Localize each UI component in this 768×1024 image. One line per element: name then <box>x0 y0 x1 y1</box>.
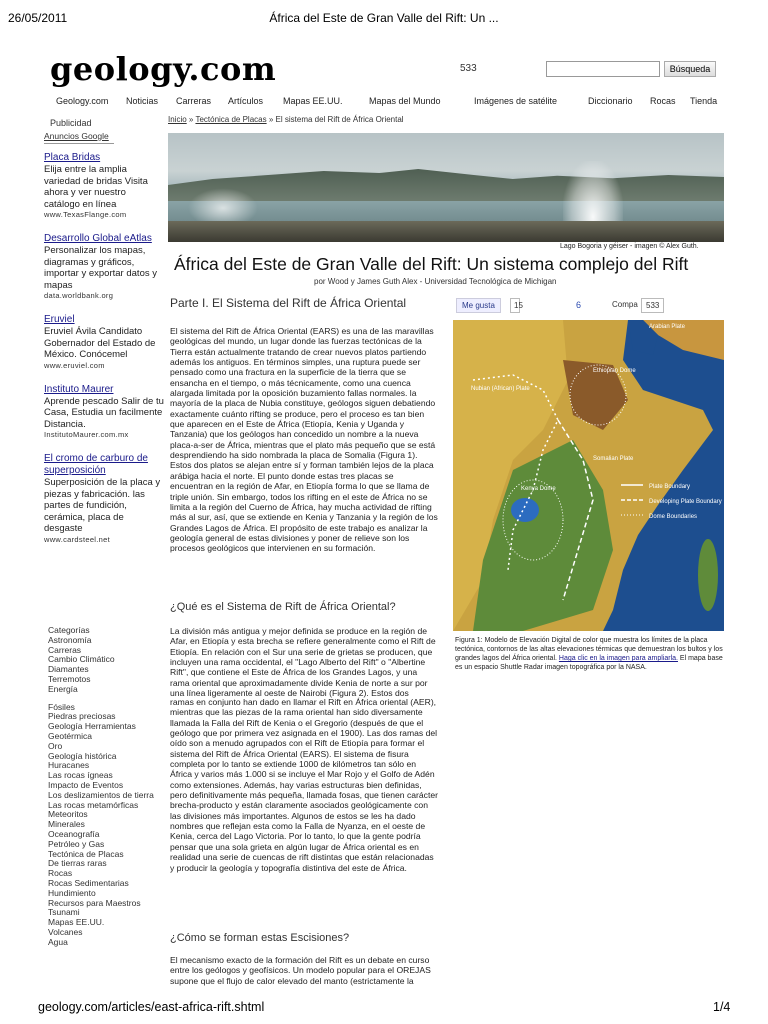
category-link[interactable]: Carreras <box>48 644 82 655</box>
category-link[interactable]: Los deslizamientos de tierra <box>48 789 154 800</box>
category-link[interactable]: Minerales <box>48 819 85 830</box>
categories-title: Categorías <box>48 625 90 635</box>
ad-text: Superposición de la placa y piezas y fabricación. las partes de fundición, cerámica, placa de desgaste <box>44 477 161 534</box>
print-date: 26/05/2011 <box>8 11 68 25</box>
nav-item-store[interactable]: Tienda <box>690 96 718 106</box>
hero-photo <box>168 133 724 242</box>
nav-item-news[interactable]: Noticias <box>126 96 159 106</box>
publicidad-label: Publicidad <box>50 118 92 128</box>
ad-url[interactable]: InstitutoMaurer.com.mx <box>44 430 129 439</box>
map-madagascar <box>698 539 718 611</box>
search-input[interactable] <box>546 61 660 77</box>
category-link[interactable]: Oro <box>48 740 63 751</box>
label-kenya-dome: Kenya Dome <box>521 486 556 492</box>
ad-text: Personalizar los mapas, diagramas y gráficos, importar y exportar datos y mapas <box>44 245 157 291</box>
subheading-1: ¿Qué es el Sistema de Rift de África Oriental? <box>170 601 396 613</box>
category-link[interactable]: Meteoritos <box>48 809 88 820</box>
ad-item[interactable] <box>44 152 164 219</box>
category-link[interactable]: Mapas EE.UU. <box>48 917 105 928</box>
breadcrumb-home[interactable]: Inicio <box>168 115 187 124</box>
legend-developing-boundary: Developing Plate Boundary <box>649 499 722 505</box>
paragraph-2: La división más antigua y mejor definida se produce en la región de Afar, en Etiopía y esta brecha se refiere generalmente como el Rift de Etiopía. En relación con el Sur una serie de grietas se producen, que incluyen una rama occidental, el "Lago Alberto del Rift" o "Albertine Rift", que contiene el Este de África de los Grandes Lagos, y una rama oriental que aproximadamente divide Kenia de norte a sur por una línea ligeramente al oeste de Nairobi (Figura 2). Estos dos <box>170 626 436 699</box>
category-link[interactable]: Energía <box>48 683 78 694</box>
map-caption-tail: El mapa base es un espacio Shuttle Radar imagen topográfica por la NASA. <box>455 655 723 671</box>
ad-text: Elija entre la amplia variedad de bridas Visita ahora y ver nuestro catálogo en línea <box>44 164 148 210</box>
category-link[interactable]: Agua <box>48 936 68 947</box>
breadcrumb-sep: » <box>268 115 274 124</box>
social-bar <box>456 298 726 316</box>
category-link[interactable]: Tsunami <box>48 907 80 918</box>
category-link[interactable]: Rocas <box>48 868 73 879</box>
ad-title[interactable]: Eruviel <box>44 314 75 325</box>
category-link[interactable]: Oceanografía <box>48 828 100 839</box>
nav-item-geology[interactable]: Geology.com <box>56 96 109 106</box>
breadcrumb <box>168 115 404 124</box>
category-link[interactable]: Cambio Climático <box>48 654 115 665</box>
nav-item-rocks[interactable]: Rocas <box>650 96 676 106</box>
nav-item-us-maps[interactable]: Mapas EE.UU. <box>283 96 343 106</box>
category-link[interactable]: Rocas Sedimentarias <box>48 877 129 888</box>
category-link[interactable]: Hundimiento <box>48 887 96 898</box>
nav-item-careers[interactable]: Carreras <box>176 96 212 106</box>
category-link[interactable]: Impacto de Eventos <box>48 779 124 790</box>
paragraph-4: El mecanismo exacto de la formación del Rift es un debate en curso entre los geólogos y geofísicos. Un modelo popular para el OREJAS supone que el flujo de calor elevado del manto (estrictamente la <box>170 955 431 986</box>
category-link[interactable]: Geología histórica <box>48 750 117 761</box>
category-link[interactable]: Astronomía <box>48 634 92 645</box>
map-caption-link[interactable]: Haga clic en la imagen para ampliarla. <box>558 655 678 662</box>
ad-text: Eruviel Ávila Candidato Gobernador del Estado de México. Conócemel <box>44 326 156 360</box>
category-list <box>48 626 166 948</box>
ad-text: Aprende pescado Salir de tu Casa, Estudia un facilmente Distancia. <box>44 395 164 430</box>
share-label[interactable]: Compa <box>612 300 638 309</box>
article-byline: por Wood y James Guth Alex - Universidad Tecnológica de Michigan <box>314 277 557 286</box>
category-link[interactable]: Las rocas metamórficas <box>48 799 139 810</box>
category-link[interactable]: Petróleo y Gas <box>48 838 105 849</box>
hero-shore <box>168 221 724 242</box>
category-link[interactable]: Geología Herramientas <box>48 721 136 732</box>
legend-plate-boundary: Plate Boundary <box>649 484 691 490</box>
category-link[interactable]: Volcanes <box>48 926 83 937</box>
ad-url[interactable]: data.worldbank.org <box>44 291 114 300</box>
label-arabian-plate: Arabian Plate <box>649 324 686 330</box>
breadcrumb-sep: » <box>188 115 194 124</box>
secondary-count: 6 <box>576 300 582 310</box>
share-count: 533 <box>641 298 664 313</box>
label-ethiopian-dome: Ethiopian Dome <box>593 368 636 374</box>
category-group <box>48 636 166 695</box>
paragraph-1: El sistema del Rift de África Oriental (EARS) es una de las maravillas geológicas del mundo, un lugar donde las fuerzas tectónicas de la Tierra están actualmente tratando de crear nuevos platos partiendo además los antiguos. En términos simples, una ruptura puede ser pensado como una fractura en la superficie de la tierra que se ensancha en el tiempo, o más técnicamente, como una cuenca alargada limitada por la oposición buzamiento fallas normales. la mayoría de la placa de Nubia constituye, geólogos siguen debatiendo exactamente cuánto rifting se produce, pero el proceso es tan bien que aparecen en el Este de África (Etiopía, Kenia y Uganda y Tanzania) que los geólogos han concedido un nombre a la nueva placa-a-ser de África, mientras que el plato más pequeño que se está desprendiendo ha sido nombrada la placa de Somalia (Figura 1). Estos dos platos se alejan entre sí y forman también lejos de la placa arábiga hacia el norte. El punto donde estas tres placas se encuentran en la región de Afar, en Etiopía forma lo que se llama de triple unión. Sin embargo, todos los rifting en el este de África no se limita a la región del Cuerno de África, hay mucha actividad de rifting más al sur, así, que se extiende en Kenia y Tanzania y la región de los Grandes Lagos de África. El propósito de este trabajo es analizar la geología general de estas divisiones y poner de relieve son los procesos geológicos que intervienen en su formación. <box>170 326 438 554</box>
print-header <box>0 0 768 28</box>
like-count: 15 <box>510 298 520 313</box>
print-title: África del Este de Gran Valle del Rift: Un ... <box>269 11 499 25</box>
label-somalian-plate: Somalian Plate <box>593 456 634 462</box>
ad-url[interactable]: www.eruviel.com <box>44 360 105 370</box>
ad-title[interactable]: Placa Bridas <box>44 152 101 163</box>
subheading-2: ¿Cómo se forman estas Escisiones? <box>170 932 350 944</box>
category-group <box>48 703 166 948</box>
hero-caption: Lago Bogoria y géiser - imagen © Alex Guth. <box>560 243 699 250</box>
sidebar <box>44 118 164 558</box>
breadcrumb-section[interactable]: Tectónica de Placas <box>195 115 267 124</box>
ad-item[interactable] <box>44 453 164 544</box>
category-link[interactable]: Geotérmica <box>48 730 92 741</box>
map-caption <box>455 636 725 672</box>
part-title: Parte I. El Sistema del Rift de África Oriental <box>170 296 407 310</box>
ad-item[interactable] <box>44 314 164 370</box>
footer-page-number: 1/4 <box>713 1000 731 1014</box>
nav-item-dictionary[interactable]: Diccionario <box>588 96 633 106</box>
nav-item-articles[interactable]: Artículos <box>228 96 264 106</box>
ad-title[interactable]: Desarrollo Global eAtlas <box>44 233 152 244</box>
map-caption-main: Figura 1: Modelo de Elevación Digital de color que muestra los límites de la placa tectónica, contornos de las altas elevaciones térmicas que demuestran los bultos y los grandes lagos del África oriental. <box>455 637 723 662</box>
category-link[interactable]: Tectónica de Placas <box>48 848 124 859</box>
paragraph-3: ramas en conjunto han dado en llamar el Rift en África oriental (AER), mientras que las piezas de la rama oriental han sido diversamente llamada la Falla del Rift de Kenia o el Gregorio (después de que el geólogo que por primera vez asignada en el 1900). Las dos ramas del oído son a menudo agrupados con el Rift de Etiopía para formar el sistema del Rift de África Oriental (EARS). El sistema de fisura completa por lo tanto se extiende 1000 de kilómetros tan sólo en África y varios más 1.000 si se incluye el Mar Rojo y el Golfo de Adén como extensiones. Además, hay varias estructuras bien definidas, pero definitivamente más pequeña, llamada fosas, que tienen carácter brecha-producto y están claramente asociados geológicamente con las divisiones más importantes. Algunos de estos se les ha dado nombres que reflejan esta como la Falla de Nyanza, en el oeste de Kenia, cerca del Lago Victoria. Por lo tanto, lo que la gente podría pensar que una sola grieta en algún lugar de África oriental es en realidad una serie de cuencas de rift distintas que están relacionadas y producir la geología y topografía distintiva del este de África. <box>170 697 439 873</box>
nav-item-world-maps[interactable]: Mapas del Mundo <box>369 96 441 106</box>
label-nubian-plate: Nubian (African) Plate <box>471 386 530 392</box>
category-link[interactable]: Piedras preciosas <box>48 711 116 722</box>
legend-dome-boundaries: Dome Boundaries <box>649 514 698 520</box>
article-title: África del Este de Gran Valle del Rift: Un sistema complejo del Rift <box>174 254 689 274</box>
search-button[interactable]: Búsqueda <box>664 61 716 77</box>
category-link[interactable]: Diamantes <box>48 664 89 675</box>
category-link[interactable]: Fósiles <box>48 701 75 712</box>
category-link[interactable]: Recursos para Maestros <box>48 897 141 908</box>
visitor-count: 533 <box>460 63 477 74</box>
ad-url[interactable]: www.TexasFlange.com <box>44 210 127 219</box>
nav-item-satellite[interactable]: Imágenes de satélite <box>474 96 558 106</box>
ad-title[interactable]: Instituto Maurer <box>44 383 114 395</box>
footer-url: geology.com/articles/east-africa-rift.shtml <box>38 1000 265 1014</box>
ad-item[interactable] <box>44 384 164 440</box>
rift-map[interactable] <box>453 320 724 631</box>
category-link[interactable]: De tierras raras <box>48 858 107 869</box>
ad-url[interactable]: www.cardsteel.net <box>44 534 110 544</box>
category-link[interactable]: Las rocas ígneas <box>48 770 113 781</box>
ad-item[interactable] <box>44 233 164 300</box>
map-svg <box>453 320 724 631</box>
category-link[interactable]: Terremotos <box>48 673 91 684</box>
category-link[interactable]: Huracanes <box>48 760 90 771</box>
google-ads-label[interactable]: Anuncios Google <box>44 131 114 144</box>
breadcrumb-current: El sistema del Rift de África Oriental <box>275 115 404 124</box>
site-logo[interactable]: geology.com <box>50 50 277 88</box>
map-lake-victoria <box>511 498 539 522</box>
like-button[interactable]: Me gusta <box>456 298 501 313</box>
top-nav <box>56 96 756 110</box>
ad-title[interactable]: El cromo de carburo de superposición <box>44 453 148 476</box>
